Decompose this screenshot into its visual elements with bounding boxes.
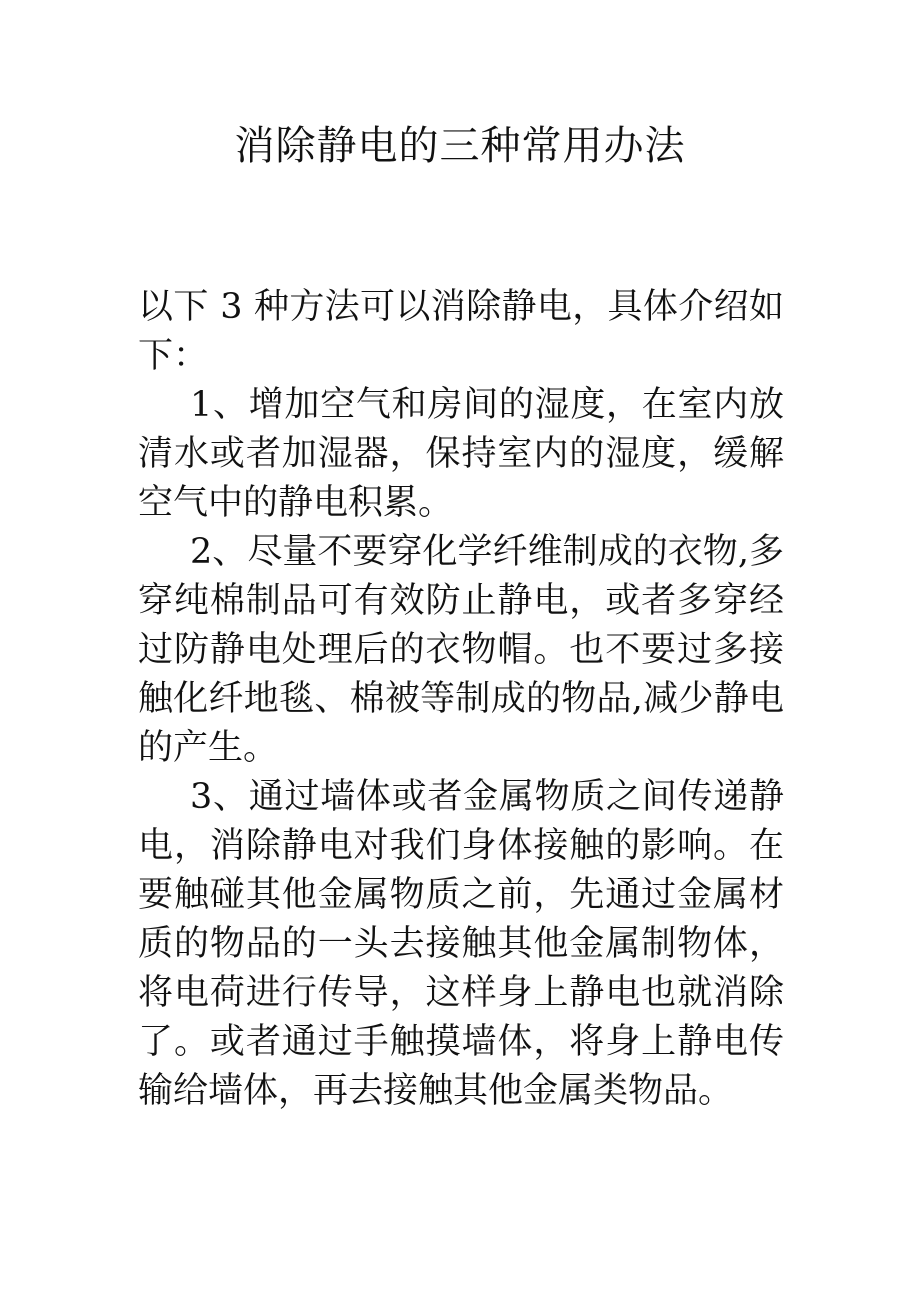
method-item-2: 2、尽量不要穿化学纤维制成的衣物,多穿纯棉制品可有效防止静电，或者多穿经过防静电处理后的衣物帽。也不要过多接触化纤地毯、棉被等制成的物品,减少静电的产生。 xyxy=(138,532,784,768)
intro-paragraph: 以下 3 种方法可以消除静电，具体介绍如下： xyxy=(138,287,784,376)
document-body xyxy=(138,283,784,1116)
method-item-3: 3、通过墙体或者金属物质之间传递静电，消除静电对我们身体接触的影响。在要触碰其他金属物质之前，先通过金属材质的物品的一头去接触其他金属制物体，将电荷进行传导，这样身上静电也就消除了。或者通过手触摸墙体，将身上静电传输给墙体，再去接触其他金属类物品。 xyxy=(138,777,784,1111)
method-item-1: 1、增加空气和房间的湿度，在室内放清水或者加湿器，保持室内的湿度，缓解空气中的静电积累。 xyxy=(138,385,784,523)
document-title: 消除静电的三种常用办法 xyxy=(234,123,686,169)
